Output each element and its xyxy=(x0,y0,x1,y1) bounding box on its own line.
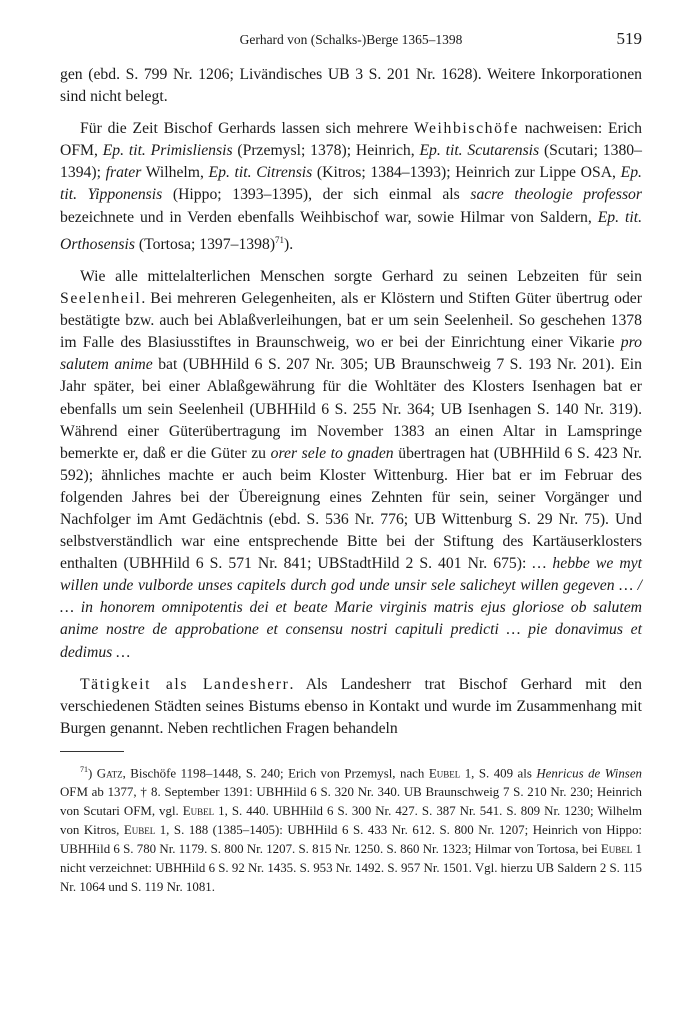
author-name: Eubel xyxy=(123,823,156,838)
text-run: (Tortosa; 1397–1398) xyxy=(134,235,276,253)
text-run: . Als Landesherr trat Bischof Gerhard mit den verschiedenen Städten seines Bistums ebenso in Kontakt und wurde im Zusammenhang mit Burgen genannt. Neben rechtlichen Fragen behandeln xyxy=(60,675,642,737)
text-run: Für die Zeit Bischof Gerhards lassen sich mehrere xyxy=(80,120,414,138)
paragraph-1: gen (ebd. S. 799 Nr. 1206; Livändisches UB 3 S. 201 Nr. 1628). Weitere Inkorporationen sind nicht belegt. xyxy=(60,66,642,106)
text-run: bezeichnete und in Verden ebenfalls Weihbischof war, sowie Hilmar von Saldern, xyxy=(60,208,598,226)
footnote-marker: 71 xyxy=(80,765,88,774)
paragraph-3 xyxy=(60,266,642,664)
italic-title: Ep. tit. Citrensis xyxy=(208,164,313,182)
italic-phrase: sacre theologie professor xyxy=(470,186,643,204)
author-name: Eubel xyxy=(600,841,633,856)
footnote-separator xyxy=(60,751,124,752)
text-run: 1 nicht verzeichnet: UBHHild 6 S. 92 Nr. 1435. S. 953 Nr. 1492. S. 957 Nr. 1501. Vgl. hierzu UB Saldern 2 S. 115 Nr. 1064 und S. 119 Nr. 1081. xyxy=(60,841,642,894)
spaced-term-weihbischoefe: Weihbischöfe xyxy=(413,120,519,138)
paragraph-2 xyxy=(60,118,642,256)
author-name: Eubel xyxy=(428,766,461,781)
text-run: (Kitros; 1384–1393); Heinrich zur Lippe OSA, xyxy=(312,164,621,182)
italic-title: Ep. tit. Yipponensis xyxy=(60,164,642,204)
page-number: 519 xyxy=(616,29,642,48)
author-name: Eubel xyxy=(182,804,215,819)
text-run: Wie alle mittelalterlichen Menschen sorgte Gerhard zu seinen Lebzeiten für sein xyxy=(80,267,642,285)
italic-name: Henricus de Winsen xyxy=(536,766,642,781)
text-run: (Scutari; 1380–1394); xyxy=(60,142,642,182)
italic-phrase: orer sele to gnaden xyxy=(270,444,394,462)
text-run: bat (UBHHild 6 S. 207 Nr. 305; UB Braunschweig 7 S. 193 Nr. 201). Ein Jahr später, bei einer Ablaßgewährung für die Wohltäter des Klosters Isenhagen bat er ebenfalls um sein Seelenheil (UBHHild 6 S. 255 Nr. 364; UB Isenhagen S. 140 Nr. 319). Während einer Güterübertragung im November 1383 an einen Altar in Lamspringe bemerkte er, daß er die Güter zu xyxy=(60,356,642,462)
text-run: (Przemysl; 1378); Heinrich, xyxy=(232,142,420,160)
text-run: . Bei mehreren Gelegenheiten, als er Klöstern und Stiften Güter übertrug oder bestätigte bzw. auch bei Ablaßverleihungen, bat er um sein Seelenheil. So geschehen 1378 im Falle des Blasiusstiftes in Braunschweig, wo er bei der Einrichtung einer Vikarie xyxy=(60,290,642,352)
text-run: 1, S. 440. UBHHild 6 S. 300 Nr. 427. S. 387 Nr. 541. S. 809 Nr. 1230; Wilhelm von Kitros, xyxy=(60,804,642,838)
text-run: übertragen hat (UBHHild 6 S. 423 Nr. 592); ähnliches machte er auch beim Kloster Wittenburg. Hier bat er im Februar des folgenden Jahres bei der Übereignung eines Zehnten für sein, seiner Vorgänger und Nachfolger im Amt Gedächtnis (ebd. S. 536 Nr. 776; UB Wittenburg S. 29 Nr. 75). Und selbstverständlich war eine entsprechende Bitte bei der Stiftung des Kartäuserklosters enthalten (UBHHild 6 S. 571 Nr. 841; UBStadtHild 2 S. 401 Nr. 675): xyxy=(60,444,642,573)
italic-title: Ep. tit. Scutarensis xyxy=(419,142,540,160)
italic-word: frater xyxy=(105,164,142,182)
footnote-71 xyxy=(60,761,642,897)
text-run: ). xyxy=(284,235,294,253)
text-run: 1, S. 409 als xyxy=(460,766,537,781)
text-run: 1, S. 188 (1385–1405): UBHHild 6 S. 433 Nr. 612. S. 800 Nr. 1207; Heinrich von Hippo: UBHHild 6 S. 780 Nr. 1179. S. 800 Nr. 1207. S. 815 Nr. 1250. S. 860 Nr. 1323; Hilmar von Tortosa, bei xyxy=(60,823,643,856)
text-run: nachweisen: Erich OFM, xyxy=(60,120,642,160)
italic-quotation: … hebbe we myt willen unde vulborde unses capitels durch god unde unsir sele salicheyt willen gegeven … / … in honorem omnipotentis dei et beate Marie virginis matris ejus gloriose ob salutem anime nostre de approbatione et consensu nostri capituli predicti … pie donavimus et dedimus … xyxy=(60,555,642,661)
text-run: ) xyxy=(88,766,97,781)
text-run: Wilhelm, xyxy=(141,164,209,182)
text-run: OFM ab 1377, † 8. September 1391: UBHHild 6 S. 320 Nr. 340. UB Braunschweig 7 S. 210 Nr. 230; Heinrich von Scutari OFM, vgl. xyxy=(60,785,642,819)
text-run: (Hippo; 1393–1395), der sich einmal als xyxy=(162,186,471,204)
main-text xyxy=(60,64,642,750)
footnote-reference[interactable]: 71 xyxy=(275,234,285,245)
text-run: , Bischöfe 1198–1448, S. 240; Erich von Przemysl, nach xyxy=(122,766,429,781)
italic-title: Ep. tit. Orthosensis xyxy=(60,208,642,253)
italic-title: Ep. tit. Primisliensis xyxy=(102,142,233,160)
running-head xyxy=(60,29,642,54)
section-heading-landesherr: Tätigkeit als Landesherr xyxy=(80,675,290,693)
spaced-term-seelenheil: Seelenheil xyxy=(60,290,142,308)
running-title: Gerhard von (Schalks-)Berge 1365–1398 xyxy=(239,32,463,47)
paragraph-4 xyxy=(60,674,642,740)
italic-phrase: pro salutem anime xyxy=(60,334,642,374)
author-name: Gatz xyxy=(96,766,123,781)
